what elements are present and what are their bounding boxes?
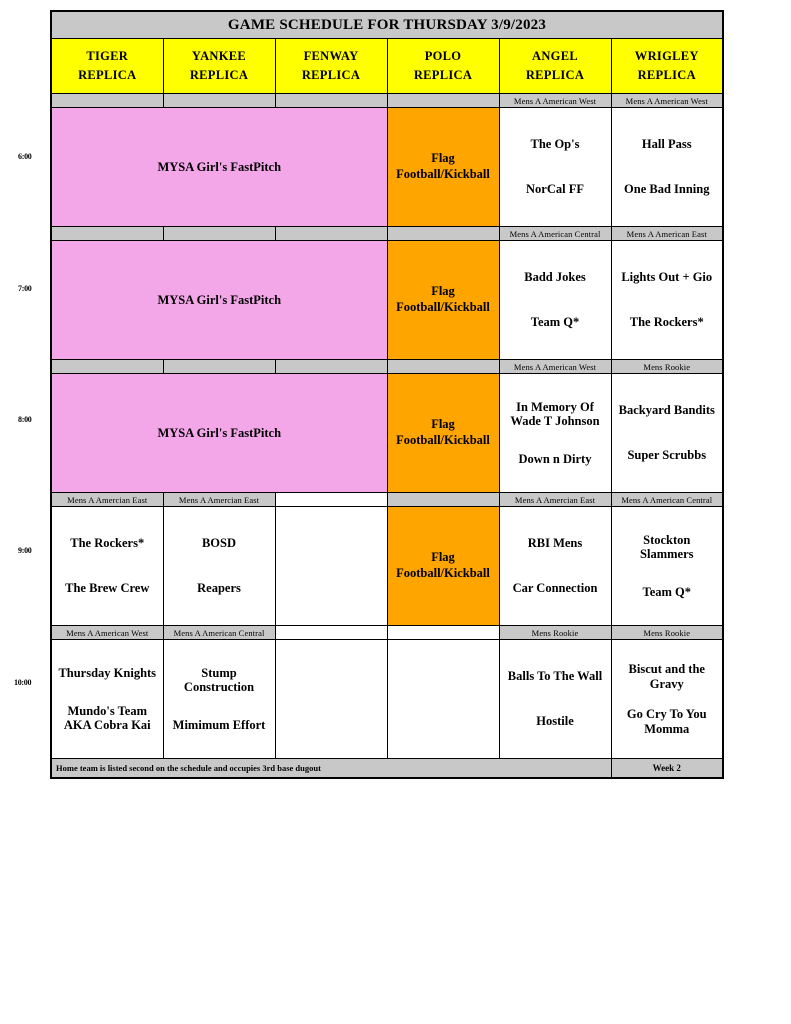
away-team: BOSD [201, 536, 237, 551]
event-block-flag-football [387, 108, 499, 227]
field-name-line2: REPLICA [78, 68, 137, 82]
division-label: Mens A American Central [611, 493, 723, 507]
division-label: Mens Rookie [611, 626, 723, 640]
event-block-mysa [51, 108, 387, 227]
division-label: Mens A American Central [163, 626, 275, 640]
field-header-angel [499, 39, 611, 94]
home-team: Super Scrubbs [627, 448, 707, 463]
event-label: Flag Football/Kickball [396, 284, 490, 314]
away-team: RBI Mens [527, 536, 583, 551]
home-team: NorCal FF [526, 182, 584, 197]
field-name-line2: REPLICA [525, 68, 585, 82]
home-team: Go Cry To You Momma [626, 707, 707, 736]
game-row-6 [51, 108, 723, 227]
away-team: In Memory Of Wade T Johnson [510, 399, 600, 429]
division-label [387, 227, 499, 241]
division-label [51, 94, 163, 108]
division-label [387, 94, 499, 108]
schedule-table [50, 10, 724, 779]
division-label: Mens Rookie [611, 360, 723, 374]
division-label: Mens A Amercian East [163, 493, 275, 507]
division-row-9 [51, 493, 723, 507]
field-name-line2: REPLICA [413, 68, 473, 82]
matchup-cell-empty [275, 640, 387, 759]
footer-note-cell [51, 759, 611, 779]
division-label: Mens A American West [51, 626, 163, 640]
matchup-cell [163, 640, 275, 759]
game-row-8 [51, 374, 723, 493]
week-label: Week 2 [652, 763, 681, 773]
time-label-7: 7:00 [18, 284, 32, 293]
matchup-cell [51, 640, 163, 759]
division-label [51, 360, 163, 374]
division-label [51, 227, 163, 241]
matchup-cell [499, 374, 611, 493]
matchup-cell [499, 507, 611, 626]
division-label: Mens A American West [499, 360, 611, 374]
game-row-9 [51, 507, 723, 626]
home-team: Mimimum Effort [172, 717, 266, 732]
game-row-10 [51, 640, 723, 759]
division-label [387, 493, 499, 507]
away-team: Backyard Bandits [618, 403, 715, 418]
field-header-tiger [51, 39, 163, 94]
division-label: Mens A American West [611, 94, 723, 108]
matchup-cell-empty [387, 640, 499, 759]
page-title: GAME SCHEDULE FOR THURSDAY 3/9/2023 [51, 11, 723, 39]
away-team: Balls To The Wall [507, 669, 603, 684]
time-label-6: 6:00 [18, 152, 32, 161]
matchup-cell [611, 640, 723, 759]
matchup-cell [499, 241, 611, 360]
away-team: Lights Out + Gio [621, 270, 713, 285]
division-label: Mens Rookie [499, 626, 611, 640]
away-team: Thursday Knights [58, 665, 157, 680]
event-label: MYSA Girl's FastPitch [157, 425, 282, 440]
time-label-8: 8:00 [18, 415, 32, 424]
away-team: Hall Pass [641, 137, 692, 152]
field-name-line1: ANGEL [532, 49, 578, 64]
away-team: Stump Construction [183, 665, 255, 695]
field-name-line1: TIGER [86, 49, 129, 64]
event-block-flag-football [387, 374, 499, 493]
matchup-cell [611, 507, 723, 626]
division-label [163, 227, 275, 241]
division-label: Mens A American Central [499, 227, 611, 241]
event-block-flag-football [387, 241, 499, 360]
division-label: Mens A Amercian East [51, 493, 163, 507]
matchup-cell [51, 507, 163, 626]
division-label [275, 360, 387, 374]
time-label-10: 10:00 [14, 678, 32, 687]
division-label [163, 94, 275, 108]
field-name-line1: FENWAY [303, 49, 359, 64]
matchup-cell [499, 640, 611, 759]
away-team: The Op's [530, 137, 580, 152]
division-label: Mens A Amercian East [499, 493, 611, 507]
field-header-yankee [163, 39, 275, 94]
division-label [163, 360, 275, 374]
event-label: Flag Football/Kickball [396, 550, 490, 580]
field-name-line2: REPLICA [637, 68, 696, 82]
matchup-cell [611, 108, 723, 227]
event-block-mysa [51, 241, 387, 360]
division-label [275, 626, 387, 640]
division-label: Mens A American East [611, 227, 723, 241]
game-row-7 [51, 241, 723, 360]
division-row-6 [51, 94, 723, 108]
division-label [275, 493, 387, 507]
away-team: Stockton Slammers [640, 532, 694, 562]
event-block-mysa [51, 374, 387, 493]
home-team: Team Q* [530, 315, 580, 330]
division-row-10 [51, 626, 723, 640]
home-team: Car Connection [512, 581, 598, 596]
division-label: Mens A American West [499, 94, 611, 108]
matchup-cell [611, 374, 723, 493]
division-label [275, 94, 387, 108]
home-team: The Brew Crew [65, 581, 150, 596]
matchup-cell [499, 108, 611, 227]
event-block-flag-football [387, 507, 499, 626]
home-team: Reapers [197, 581, 241, 596]
field-header-row [51, 39, 723, 94]
home-team: Hostile [536, 714, 574, 729]
home-team: Team Q* [642, 584, 691, 599]
time-label-9: 9:00 [18, 546, 32, 555]
division-label [387, 360, 499, 374]
field-header-polo [387, 39, 499, 94]
footer-week-cell [611, 759, 723, 779]
home-team: Mundo's Team AKA Cobra Kai [63, 703, 151, 732]
schedule-table-wrapper [50, 10, 722, 779]
schedule-title-row [51, 11, 723, 39]
event-label: MYSA Girl's FastPitch [157, 159, 282, 174]
field-name-line2: REPLICA [189, 68, 249, 82]
division-row-8 [51, 360, 723, 374]
event-label: MYSA Girl's FastPitch [157, 292, 282, 307]
event-label: Flag Football/Kickball [396, 417, 490, 447]
field-header-fenway [275, 39, 387, 94]
field-header-wrigley [611, 39, 723, 94]
home-team: The Rockers* [629, 315, 704, 330]
matchup-cell-empty [275, 507, 387, 626]
away-team: Biscut and the Gravy [628, 662, 705, 691]
footer-row [51, 759, 723, 779]
away-team: Badd Jokes [524, 270, 586, 285]
event-label: Flag Football/Kickball [396, 151, 490, 181]
field-name-line1: YANKEE [191, 49, 247, 64]
home-team: One Bad Inning [624, 182, 710, 197]
division-label [387, 626, 499, 640]
matchup-cell [163, 507, 275, 626]
footer-note: Home team is listed second on the schedule and occupies 3rd base dugout [56, 763, 321, 773]
division-row-7 [51, 227, 723, 241]
field-name-line1: POLO [424, 49, 462, 64]
home-team: Down n Dirty [518, 451, 592, 466]
field-name-line1: WRIGLEY [634, 49, 699, 64]
division-label [275, 227, 387, 241]
matchup-cell [611, 241, 723, 360]
away-team: The Rockers* [70, 536, 145, 551]
field-name-line2: REPLICA [301, 68, 361, 82]
